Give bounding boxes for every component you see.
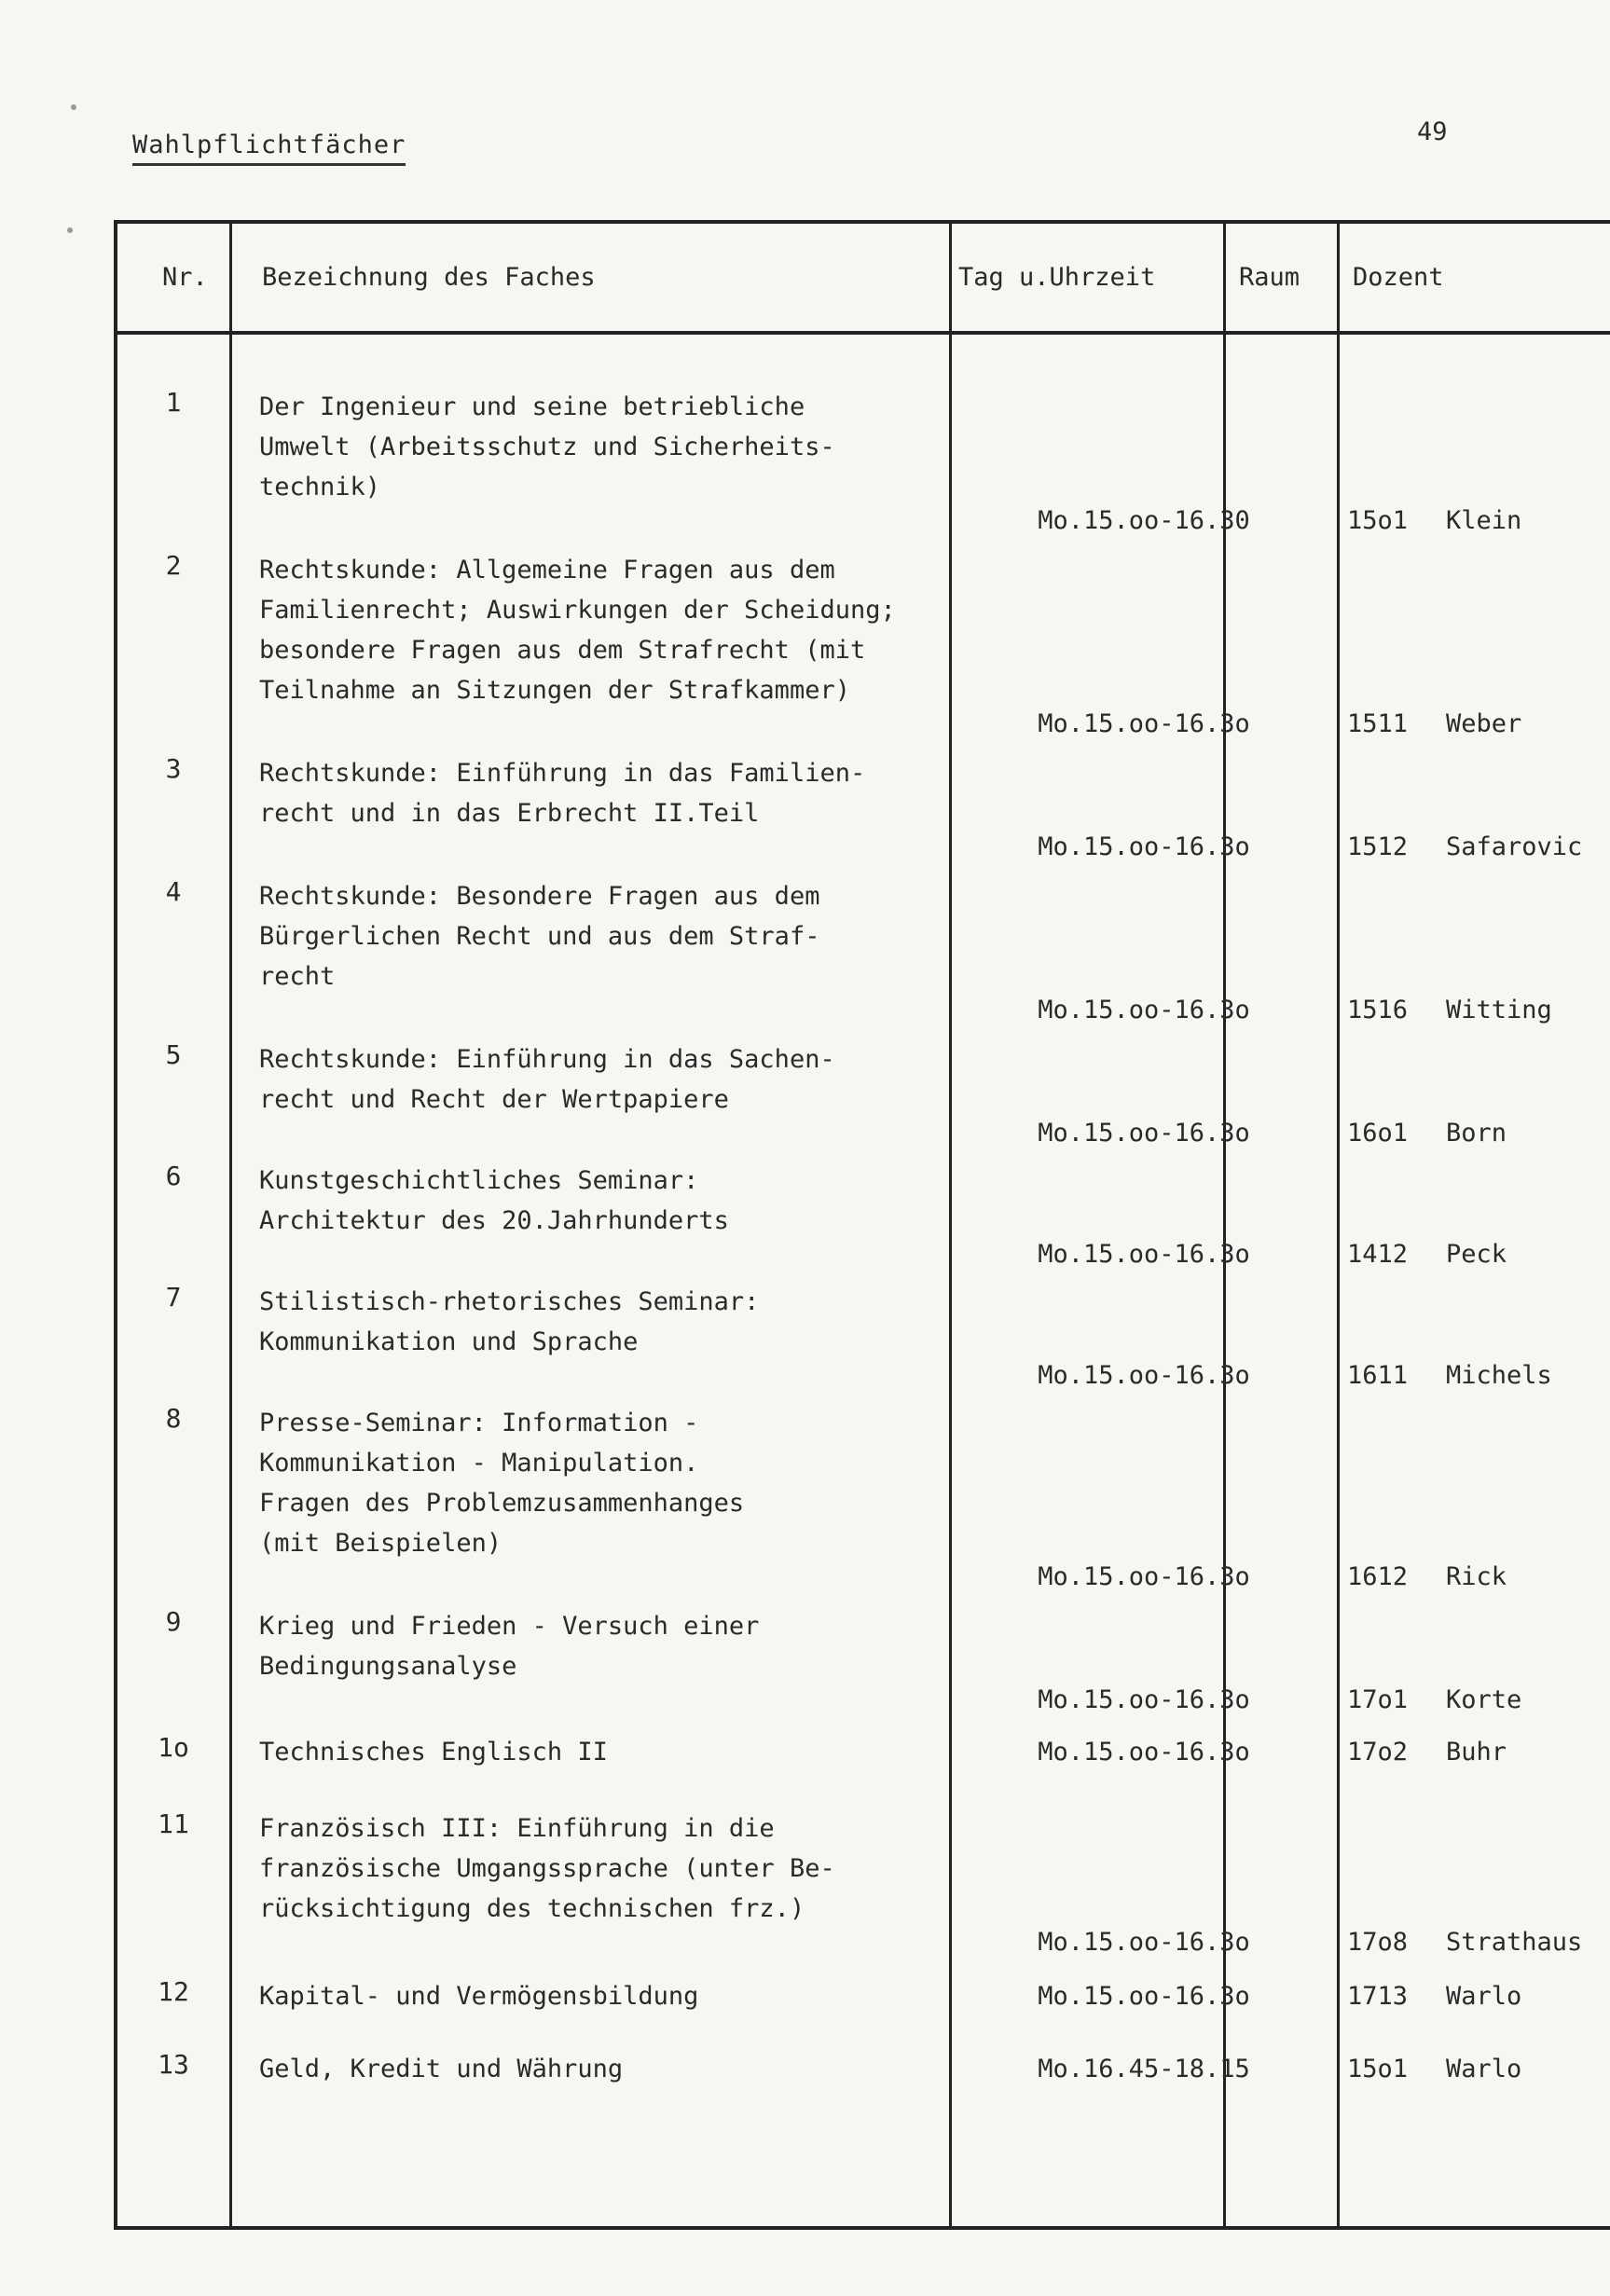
room: 1511 — [1346, 709, 1409, 738]
row-number: 12 — [158, 1976, 189, 2007]
row-number: 4 — [165, 876, 182, 907]
table-row — [117, 1282, 1610, 1395]
subject-title: Kapital- und Vermögensbildung — [259, 1982, 699, 2011]
margin-mark — [71, 104, 76, 110]
table-row — [117, 753, 1610, 867]
subject-title: Rechtskunde: Einführung in das Familien- recht und in das Erbrecht II.Teil — [259, 759, 866, 828]
time-slot: Mo.15.oo-16.3o — [1038, 1928, 1250, 1957]
table-row — [117, 550, 1610, 744]
lecturer: Peck — [1446, 1240, 1507, 1269]
subject-title: Presse-Seminar: Information - Kommunikation - Manipulation. Fragen des Problemzusammenhanges (mit Beispielen) — [259, 1409, 745, 1558]
page-heading: Wahlpflichtfächer — [132, 131, 406, 166]
column-header-nr: Nr. — [162, 263, 208, 292]
time-slot: Mo.15.oo-16.3o — [1038, 709, 1250, 738]
table-row — [117, 1403, 1610, 1597]
room: 15o1 — [1346, 506, 1409, 535]
row-number: 1 — [165, 387, 182, 418]
page-number: 49 — [1417, 117, 1448, 146]
lecturer: Michels — [1446, 1361, 1552, 1390]
column-header-lecturer: Dozent — [1353, 263, 1444, 292]
subject-title: Technisches Englisch II — [259, 1738, 608, 1767]
time-slot: Mo.15.oo-16.3o — [1038, 1738, 1250, 1767]
schedule-table — [114, 220, 1610, 2230]
room: 17o2 — [1346, 1738, 1409, 1767]
time-slot: Mo.15.oo-16.3o — [1038, 832, 1250, 861]
table-row — [117, 387, 1610, 541]
room: 1412 — [1346, 1240, 1409, 1269]
time-slot: Mo.15.oo-16.3o — [1038, 1685, 1250, 1714]
column-header-subject: Bezeichnung des Faches — [262, 263, 596, 292]
lecturer: Warlo — [1446, 1982, 1522, 2011]
row-number: 6 — [165, 1161, 182, 1191]
table-row — [117, 1808, 1610, 1962]
table-row — [117, 1606, 1610, 1720]
margin-mark — [67, 227, 73, 233]
table-row — [117, 2049, 1610, 2089]
time-slot: Mo.15.oo-16.3o — [1038, 1562, 1250, 1591]
subject-title: Rechtskunde: Einführung in das Sachen- recht und Recht der Wertpapiere — [259, 1045, 835, 1114]
table-row — [117, 1732, 1610, 1772]
subject-title: Der Ingenieur und seine betriebliche Umwelt (Arbeitsschutz und Sicherheits- technik) — [259, 392, 835, 502]
time-slot: Mo.15.oo-16.3o — [1038, 1240, 1250, 1269]
lecturer: Witting — [1446, 996, 1552, 1024]
row-number: 5 — [165, 1039, 182, 1070]
table-row — [117, 876, 1610, 1030]
column-header-time: Tag u.Uhrzeit — [958, 263, 1156, 292]
table-row — [117, 1039, 1610, 1153]
lecturer: Buhr — [1446, 1738, 1507, 1767]
row-number: 3 — [165, 753, 182, 784]
room: 15o1 — [1346, 2055, 1409, 2083]
room: 1713 — [1346, 1982, 1409, 2011]
lecturer: Safarovic — [1446, 832, 1583, 861]
row-number: 9 — [165, 1606, 182, 1637]
time-slot: Mo.16.45-18.15 — [1038, 2055, 1250, 2083]
lecturer: Strathaus — [1446, 1928, 1583, 1957]
row-number: 1o — [158, 1732, 189, 1763]
room: 1512 — [1346, 832, 1409, 861]
lecturer: Korte — [1446, 1685, 1522, 1714]
subject-title: Rechtskunde: Allgemeine Fragen aus dem Familienrecht; Auswirkungen der Scheidung; besondere Fragen aus dem Strafrecht (mit Teilnahme an Sitzungen der Strafkammer) — [259, 556, 896, 705]
lecturer: Born — [1446, 1119, 1507, 1148]
lecturer: Warlo — [1446, 2055, 1522, 2083]
lecturer: Weber — [1446, 709, 1522, 738]
time-slot: Mo.15.oo-16.3o — [1038, 1982, 1250, 2011]
subject-title: Krieg und Frieden - Versuch einer Bedingungsanalyse — [259, 1612, 760, 1681]
subject-title: Stilistisch-rhetorisches Seminar: Kommunikation und Sprache — [259, 1287, 760, 1356]
row-number: 13 — [158, 2049, 189, 2080]
row-number: 8 — [165, 1403, 182, 1434]
room: 17o8 — [1346, 1928, 1409, 1957]
subject-title: Französisch III: Einführung in die französische Umgangssprache (unter Be- rücksichtigung des technischen frz.) — [259, 1814, 835, 1923]
row-number: 2 — [165, 550, 182, 581]
lecturer: Klein — [1446, 506, 1522, 535]
time-slot: Mo.15.oo-16.3o — [1038, 1119, 1250, 1148]
subject-title: Rechtskunde: Besondere Fragen aus dem Bürgerlichen Recht und aus dem Straf- recht — [259, 882, 820, 991]
table-row — [117, 1161, 1610, 1274]
table-row — [117, 1976, 1610, 2016]
subject-title: Geld, Kredit und Währung — [259, 2055, 624, 2083]
subject-title: Kunstgeschichtliches Seminar: Architektur des 20.Jahrhunderts — [259, 1166, 729, 1235]
lecturer: Rick — [1446, 1562, 1507, 1591]
row-number: 7 — [165, 1282, 182, 1313]
room: 16o1 — [1346, 1119, 1409, 1148]
room: 1611 — [1346, 1361, 1409, 1390]
time-slot: Mo.15.oo-16.3o — [1038, 1361, 1250, 1390]
room: 1516 — [1346, 996, 1409, 1024]
time-slot: Mo.15.oo-16.3o — [1038, 996, 1250, 1024]
time-slot: Mo.15.oo-16.30 — [1038, 506, 1250, 535]
room: 1612 — [1346, 1562, 1409, 1591]
room: 17o1 — [1346, 1685, 1409, 1714]
column-header-room: Raum — [1239, 263, 1300, 292]
header-divider — [117, 331, 1610, 335]
row-number: 11 — [158, 1808, 189, 1839]
